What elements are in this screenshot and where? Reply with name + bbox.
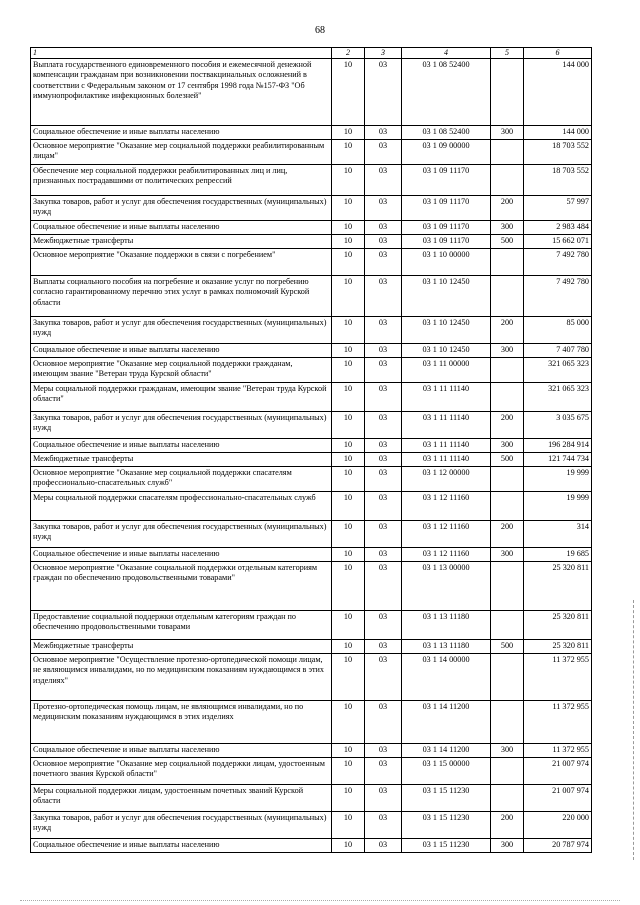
row-expense-type bbox=[491, 654, 524, 701]
row-name: Межбюджетные трансферты bbox=[31, 640, 332, 654]
row-name: Закупка товаров, работ и услуг для обеспечения государственных (муниципальных) нужд bbox=[31, 521, 332, 548]
table-row bbox=[31, 492, 592, 521]
row-target-code: 03 1 14 11200 bbox=[402, 701, 491, 744]
row-subsection: 03 bbox=[365, 467, 402, 492]
row-amount: 18 703 552 bbox=[524, 165, 592, 196]
row-section: 10 bbox=[332, 317, 365, 344]
row-expense-type: 300 bbox=[491, 126, 524, 140]
row-name: Межбюджетные трансферты bbox=[31, 453, 332, 467]
row-amount: 3 035 675 bbox=[524, 412, 592, 439]
row-target-code: 03 1 09 11170 bbox=[402, 196, 491, 221]
table-row bbox=[31, 383, 592, 412]
row-target-code: 03 1 14 11200 bbox=[402, 744, 491, 758]
row-expense-type: 500 bbox=[491, 235, 524, 249]
row-amount: 57 997 bbox=[524, 196, 592, 221]
scan-edge-marks bbox=[633, 600, 638, 860]
row-target-code: 03 1 12 11160 bbox=[402, 548, 491, 562]
row-amount: 20 787 974 bbox=[524, 839, 592, 853]
row-name: Социальное обеспечение и иные выплаты населению bbox=[31, 344, 332, 358]
row-expense-type: 500 bbox=[491, 640, 524, 654]
row-amount: 21 007 974 bbox=[524, 758, 592, 785]
row-expense-type bbox=[491, 701, 524, 744]
row-name: Социальное обеспечение и иные выплаты населению bbox=[31, 221, 332, 235]
row-target-code: 03 1 12 00000 bbox=[402, 467, 491, 492]
row-expense-type: 500 bbox=[491, 453, 524, 467]
row-target-code: 03 1 15 11230 bbox=[402, 812, 491, 839]
table-row bbox=[31, 358, 592, 383]
row-name: Закупка товаров, работ и услуг для обеспечения государственных (муниципальных) нужд bbox=[31, 196, 332, 221]
row-section: 10 bbox=[332, 165, 365, 196]
row-name: Основное мероприятие "Осуществление протезно-ортопедической помощи лицам, не являющимся инвалидами, но по медицинским показаниям нуждающимся в этих изделиях" bbox=[31, 654, 332, 701]
row-name: Меры социальной поддержки спасателям профессионально-спасательных служб bbox=[31, 492, 332, 521]
row-target-code: 03 1 15 11230 bbox=[402, 839, 491, 853]
row-subsection: 03 bbox=[365, 344, 402, 358]
row-section: 10 bbox=[332, 358, 365, 383]
row-name: Основное мероприятие "Оказание мер социальной поддержки реабилитированным лицам" bbox=[31, 140, 332, 165]
row-subsection: 03 bbox=[365, 785, 402, 812]
row-subsection: 03 bbox=[365, 654, 402, 701]
row-amount: 21 007 974 bbox=[524, 785, 592, 812]
row-section: 10 bbox=[332, 126, 365, 140]
row-amount: 196 284 914 bbox=[524, 439, 592, 453]
row-amount: 7 492 780 bbox=[524, 249, 592, 276]
row-section: 10 bbox=[332, 383, 365, 412]
table-row bbox=[31, 221, 592, 235]
row-name: Основное мероприятие "Оказание мер социальной поддержки гражданам, имеющим звание "Ветеран труда Курской области" bbox=[31, 358, 332, 383]
row-target-code: 03 1 13 11180 bbox=[402, 611, 491, 640]
row-subsection: 03 bbox=[365, 165, 402, 196]
row-name: Закупка товаров, работ и услуг для обеспечения государственных (муниципальных) нужд bbox=[31, 412, 332, 439]
row-section: 10 bbox=[332, 785, 365, 812]
row-section: 10 bbox=[332, 439, 365, 453]
row-amount: 18 703 552 bbox=[524, 140, 592, 165]
table-row bbox=[31, 453, 592, 467]
row-amount: 7 407 780 bbox=[524, 344, 592, 358]
row-amount: 121 744 734 bbox=[524, 453, 592, 467]
row-amount: 7 492 780 bbox=[524, 276, 592, 317]
budget-table bbox=[30, 47, 592, 853]
table-row bbox=[31, 548, 592, 562]
row-subsection: 03 bbox=[365, 548, 402, 562]
row-section: 10 bbox=[332, 654, 365, 701]
row-expense-type bbox=[491, 276, 524, 317]
row-section: 10 bbox=[332, 812, 365, 839]
row-expense-type bbox=[491, 467, 524, 492]
row-amount: 321 065 323 bbox=[524, 358, 592, 383]
header-col-1: 1 bbox=[31, 48, 332, 59]
row-section: 10 bbox=[332, 140, 365, 165]
row-section: 10 bbox=[332, 521, 365, 548]
table-row bbox=[31, 611, 592, 640]
row-expense-type bbox=[491, 140, 524, 165]
row-amount: 25 320 811 bbox=[524, 640, 592, 654]
row-amount: 15 662 071 bbox=[524, 235, 592, 249]
table-row bbox=[31, 785, 592, 812]
row-name: Основное мероприятие "Оказание мер социальной поддержки спасателям профессионально-спасательных служб" bbox=[31, 467, 332, 492]
row-expense-type bbox=[491, 562, 524, 611]
row-name: Закупка товаров, работ и услуг для обеспечения государственных (муниципальных) нужд bbox=[31, 317, 332, 344]
table-header-row bbox=[31, 48, 592, 59]
row-amount: 321 065 323 bbox=[524, 383, 592, 412]
row-target-code: 03 1 11 11140 bbox=[402, 412, 491, 439]
row-subsection: 03 bbox=[365, 140, 402, 165]
row-name: Социальное обеспечение и иные выплаты населению bbox=[31, 839, 332, 853]
row-expense-type bbox=[491, 59, 524, 126]
row-target-code: 03 1 15 11230 bbox=[402, 785, 491, 812]
row-expense-type: 300 bbox=[491, 839, 524, 853]
row-name: Предоставление социальной поддержки отдельным категориям граждан по обеспечению продовольственными товарами bbox=[31, 611, 332, 640]
row-target-code: 03 1 15 00000 bbox=[402, 758, 491, 785]
row-subsection: 03 bbox=[365, 126, 402, 140]
table-row bbox=[31, 640, 592, 654]
header-col-2: 2 bbox=[332, 48, 365, 59]
row-amount: 220 000 bbox=[524, 812, 592, 839]
row-amount: 25 320 811 bbox=[524, 611, 592, 640]
row-section: 10 bbox=[332, 453, 365, 467]
row-name: Протезно-ортопедическая помощь лицам, не являющимся инвалидами, но по медицинским показаниям нуждающимся в этих изделиях bbox=[31, 701, 332, 744]
header-col-3: 3 bbox=[365, 48, 402, 59]
row-expense-type bbox=[491, 492, 524, 521]
row-amount: 144 000 bbox=[524, 126, 592, 140]
row-subsection: 03 bbox=[365, 276, 402, 317]
table-row bbox=[31, 758, 592, 785]
header-col-4: 4 bbox=[402, 48, 491, 59]
row-target-code: 03 1 08 52400 bbox=[402, 59, 491, 126]
table-row bbox=[31, 839, 592, 853]
row-section: 10 bbox=[332, 221, 365, 235]
row-subsection: 03 bbox=[365, 249, 402, 276]
row-expense-type bbox=[491, 358, 524, 383]
row-subsection: 03 bbox=[365, 196, 402, 221]
row-amount: 11 372 955 bbox=[524, 701, 592, 744]
row-section: 10 bbox=[332, 562, 365, 611]
table-row bbox=[31, 249, 592, 276]
row-section: 10 bbox=[332, 758, 365, 785]
row-target-code: 03 1 09 00000 bbox=[402, 140, 491, 165]
row-name: Выплата государственного единовременного пособия и ежемесячной денежной компенсации гражданам при возникновении поствакцинальных осложнений в соответствии с Федеральным законом от 17 сентября 1998 года №157-ФЗ "Об иммунопрофилактике инфекционных болезней" bbox=[31, 59, 332, 126]
row-target-code: 03 1 13 00000 bbox=[402, 562, 491, 611]
scan-bottom-edge bbox=[20, 900, 620, 901]
row-subsection: 03 bbox=[365, 744, 402, 758]
row-section: 10 bbox=[332, 276, 365, 317]
row-target-code: 03 1 09 11170 bbox=[402, 165, 491, 196]
table-row bbox=[31, 140, 592, 165]
row-subsection: 03 bbox=[365, 701, 402, 744]
row-amount: 85 000 bbox=[524, 317, 592, 344]
row-name: Выплаты социального пособия на погребение и оказание услуг по погребению согласно гарантированному перечню этих услуг в рамках полномочий Курской области bbox=[31, 276, 332, 317]
table-row bbox=[31, 235, 592, 249]
row-subsection: 03 bbox=[365, 221, 402, 235]
row-target-code: 03 1 11 11140 bbox=[402, 453, 491, 467]
row-section: 10 bbox=[332, 640, 365, 654]
row-name: Меры социальной поддержки лицам, удостоенным почетных званий Курской области bbox=[31, 785, 332, 812]
table-row bbox=[31, 439, 592, 453]
row-target-code: 03 1 08 52400 bbox=[402, 126, 491, 140]
table-row bbox=[31, 196, 592, 221]
row-subsection: 03 bbox=[365, 611, 402, 640]
row-target-code: 03 1 12 11160 bbox=[402, 492, 491, 521]
row-subsection: 03 bbox=[365, 317, 402, 344]
row-section: 10 bbox=[332, 59, 365, 126]
row-amount: 11 372 955 bbox=[524, 654, 592, 701]
row-target-code: 03 1 11 11140 bbox=[402, 383, 491, 412]
row-target-code: 03 1 10 00000 bbox=[402, 249, 491, 276]
row-expense-type bbox=[491, 249, 524, 276]
row-subsection: 03 bbox=[365, 492, 402, 521]
row-section: 10 bbox=[332, 344, 365, 358]
row-target-code: 03 1 13 11180 bbox=[402, 640, 491, 654]
row-subsection: 03 bbox=[365, 640, 402, 654]
row-subsection: 03 bbox=[365, 521, 402, 548]
row-section: 10 bbox=[332, 249, 365, 276]
row-name: Социальное обеспечение и иные выплаты населению bbox=[31, 744, 332, 758]
table-body bbox=[31, 59, 592, 853]
row-subsection: 03 bbox=[365, 439, 402, 453]
row-target-code: 03 1 11 00000 bbox=[402, 358, 491, 383]
row-expense-type bbox=[491, 785, 524, 812]
table-row bbox=[31, 562, 592, 611]
table-row bbox=[31, 59, 592, 126]
row-name: Основное мероприятие "Оказание мер социальной поддержки лицам, удостоенным почетного звания Курской области" bbox=[31, 758, 332, 785]
row-subsection: 03 bbox=[365, 812, 402, 839]
row-section: 10 bbox=[332, 492, 365, 521]
row-name: Социальное обеспечение и иные выплаты населению bbox=[31, 126, 332, 140]
row-subsection: 03 bbox=[365, 562, 402, 611]
row-expense-type bbox=[491, 758, 524, 785]
row-amount: 144 000 bbox=[524, 59, 592, 126]
row-section: 10 bbox=[332, 744, 365, 758]
header-col-6: 6 bbox=[524, 48, 592, 59]
row-name: Основное мероприятие "Оказание социальной поддержки отдельным категориям граждан по обеспечению продовольственными товарами" bbox=[31, 562, 332, 611]
row-target-code: 03 1 09 11170 bbox=[402, 235, 491, 249]
row-name: Социальное обеспечение и иные выплаты населению bbox=[31, 548, 332, 562]
table-row bbox=[31, 812, 592, 839]
row-name: Меры социальной поддержки гражданам, имеющим звание "Ветеран труда Курской области" bbox=[31, 383, 332, 412]
row-subsection: 03 bbox=[365, 758, 402, 785]
row-subsection: 03 bbox=[365, 412, 402, 439]
row-name: Социальное обеспечение и иные выплаты населению bbox=[31, 439, 332, 453]
row-section: 10 bbox=[332, 611, 365, 640]
row-section: 10 bbox=[332, 235, 365, 249]
row-target-code: 03 1 10 12450 bbox=[402, 317, 491, 344]
row-subsection: 03 bbox=[365, 358, 402, 383]
row-amount: 11 372 955 bbox=[524, 744, 592, 758]
table-row bbox=[31, 317, 592, 344]
row-section: 10 bbox=[332, 467, 365, 492]
table-row bbox=[31, 744, 592, 758]
row-name: Закупка товаров, работ и услуг для обеспечения государственных (муниципальных) нужд bbox=[31, 812, 332, 839]
row-name: Основное мероприятие "Оказание поддержки в связи с погребением" bbox=[31, 249, 332, 276]
row-expense-type: 200 bbox=[491, 196, 524, 221]
row-amount: 314 bbox=[524, 521, 592, 548]
row-subsection: 03 bbox=[365, 235, 402, 249]
row-amount: 25 320 811 bbox=[524, 562, 592, 611]
row-target-code: 03 1 10 12450 bbox=[402, 276, 491, 317]
row-expense-type: 200 bbox=[491, 412, 524, 439]
table-row bbox=[31, 165, 592, 196]
row-amount: 2 983 484 bbox=[524, 221, 592, 235]
table-row bbox=[31, 344, 592, 358]
page-number: 68 bbox=[315, 25, 325, 36]
row-section: 10 bbox=[332, 412, 365, 439]
row-subsection: 03 bbox=[365, 839, 402, 853]
row-subsection: 03 bbox=[365, 59, 402, 126]
table-row bbox=[31, 276, 592, 317]
row-expense-type bbox=[491, 383, 524, 412]
row-expense-type bbox=[491, 611, 524, 640]
row-name: Межбюджетные трансферты bbox=[31, 235, 332, 249]
row-section: 10 bbox=[332, 701, 365, 744]
table-row bbox=[31, 126, 592, 140]
row-amount: 19 999 bbox=[524, 467, 592, 492]
row-name: Обеспечение мер социальной поддержки реабилитированных лиц и лиц, признанных пострадавшими от политических репрессий bbox=[31, 165, 332, 196]
table-row bbox=[31, 701, 592, 744]
row-target-code: 03 1 14 00000 bbox=[402, 654, 491, 701]
row-expense-type: 300 bbox=[491, 344, 524, 358]
row-expense-type: 300 bbox=[491, 439, 524, 453]
row-target-code: 03 1 11 11140 bbox=[402, 439, 491, 453]
row-expense-type bbox=[491, 165, 524, 196]
row-target-code: 03 1 10 12450 bbox=[402, 344, 491, 358]
row-amount: 19 999 bbox=[524, 492, 592, 521]
row-expense-type: 300 bbox=[491, 221, 524, 235]
row-subsection: 03 bbox=[365, 453, 402, 467]
table-row bbox=[31, 467, 592, 492]
table-row bbox=[31, 412, 592, 439]
table-row bbox=[31, 654, 592, 701]
table-row bbox=[31, 521, 592, 548]
row-amount: 19 685 bbox=[524, 548, 592, 562]
row-expense-type: 200 bbox=[491, 521, 524, 548]
row-expense-type: 200 bbox=[491, 317, 524, 344]
row-section: 10 bbox=[332, 839, 365, 853]
row-subsection: 03 bbox=[365, 383, 402, 412]
header-col-5: 5 bbox=[491, 48, 524, 59]
row-expense-type: 200 bbox=[491, 812, 524, 839]
row-target-code: 03 1 12 11160 bbox=[402, 521, 491, 548]
row-section: 10 bbox=[332, 548, 365, 562]
row-section: 10 bbox=[332, 196, 365, 221]
row-expense-type: 300 bbox=[491, 548, 524, 562]
row-target-code: 03 1 09 11170 bbox=[402, 221, 491, 235]
row-expense-type: 300 bbox=[491, 744, 524, 758]
